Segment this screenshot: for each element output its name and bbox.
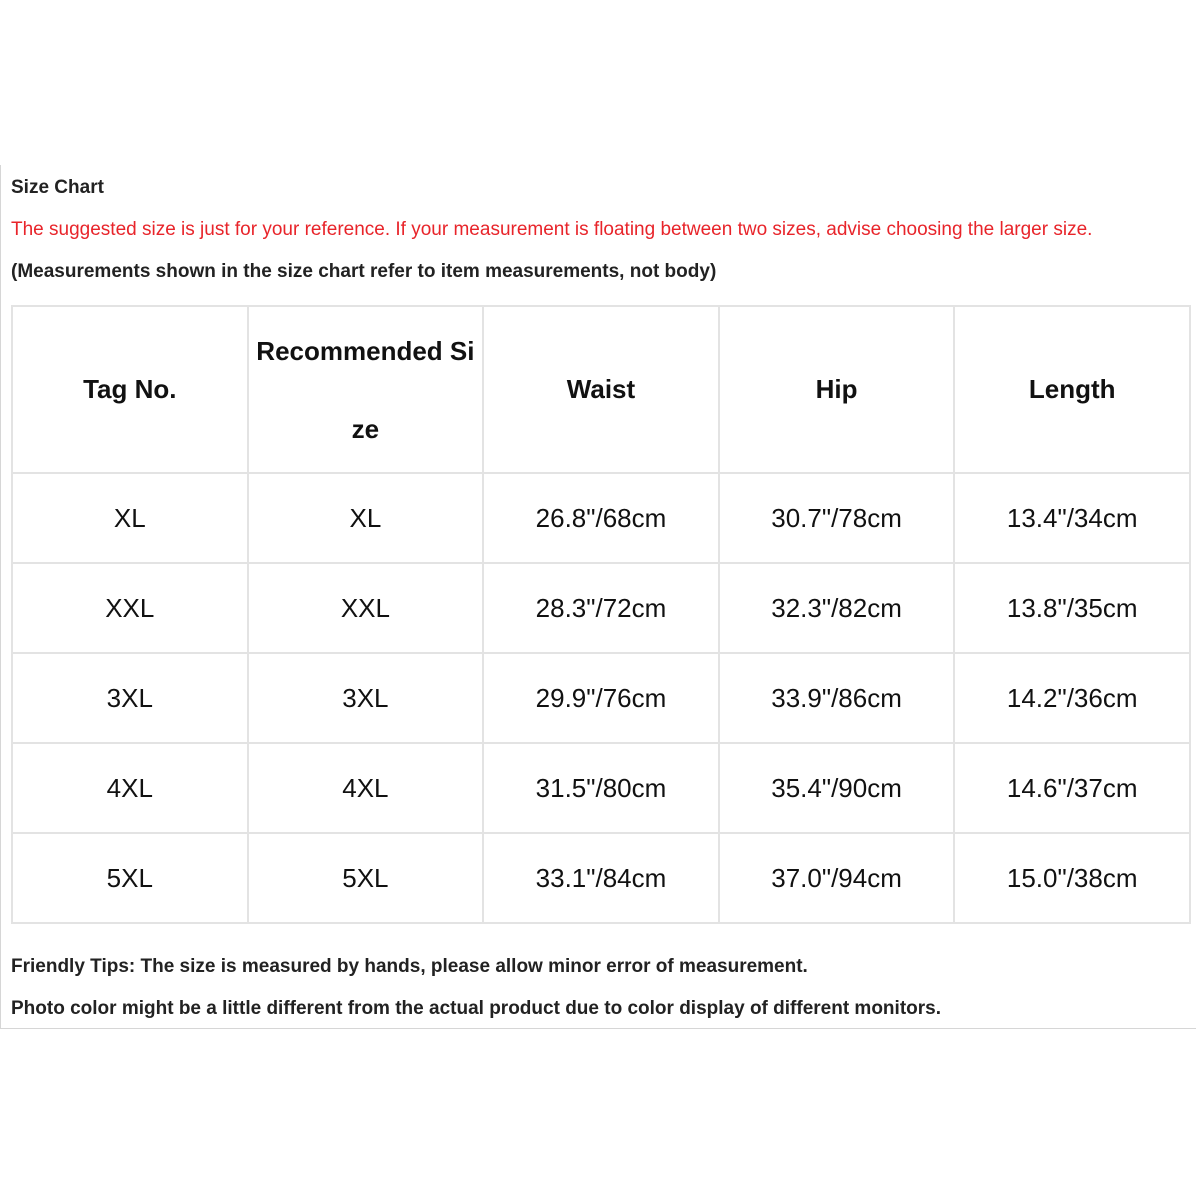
cell-hip: 37.0"/94cm — [719, 833, 955, 923]
measurement-note: (Measurements shown in the size chart refer to item measurements, not body) — [11, 261, 717, 282]
cell-length: 13.4"/34cm — [954, 473, 1190, 563]
cell-length: 14.6"/37cm — [954, 743, 1190, 833]
size-chart-title: Size Chart — [11, 177, 104, 198]
column-header-length: Length — [954, 306, 1190, 473]
cell-length: 14.2"/36cm — [954, 653, 1190, 743]
cell-waist: 29.9"/76cm — [483, 653, 719, 743]
cell-hip: 33.9"/86cm — [719, 653, 955, 743]
cell-hip: 32.3"/82cm — [719, 563, 955, 653]
cell-waist: 33.1"/84cm — [483, 833, 719, 923]
column-header-recommended-size — [248, 306, 484, 473]
cell-recommended-size: 4XL — [248, 743, 484, 833]
table-header-row — [12, 306, 1190, 473]
cell-hip: 30.7"/78cm — [719, 473, 955, 563]
cell-recommended-size: 5XL — [248, 833, 484, 923]
table-row — [12, 653, 1190, 743]
cell-length: 13.8"/35cm — [954, 563, 1190, 653]
size-reference-notice: The suggested size is just for your reference. If your measurement is floating between two sizes, advise choosing the larger size. — [11, 219, 1093, 240]
cell-tag-no: 5XL — [12, 833, 248, 923]
cell-waist: 28.3"/72cm — [483, 563, 719, 653]
column-header-waist: Waist — [483, 306, 719, 473]
recommended-size-label: Recommended Size — [256, 335, 475, 444]
column-header-tag-no: Tag No. — [12, 306, 248, 473]
cell-length: 15.0"/38cm — [954, 833, 1190, 923]
cell-tag-no: XXL — [12, 563, 248, 653]
cell-waist: 26.8"/68cm — [483, 473, 719, 563]
table-row — [12, 833, 1190, 923]
cell-recommended-size: 3XL — [248, 653, 484, 743]
table-row — [12, 743, 1190, 833]
table-row — [12, 473, 1190, 563]
table-row — [12, 563, 1190, 653]
cell-recommended-size: XL — [248, 473, 484, 563]
cell-tag-no: XL — [12, 473, 248, 563]
size-table — [11, 305, 1191, 924]
column-header-hip: Hip — [719, 306, 955, 473]
cell-tag-no: 4XL — [12, 743, 248, 833]
cell-tag-no: 3XL — [12, 653, 248, 743]
size-chart-panel — [0, 165, 1196, 1029]
friendly-tips: Friendly Tips: The size is measured by hands, please allow minor error of measurement. — [11, 956, 808, 977]
cell-hip: 35.4"/90cm — [719, 743, 955, 833]
color-disclaimer: Photo color might be a little different from the actual product due to color display of different monitors. — [11, 998, 941, 1019]
cell-recommended-size: XXL — [248, 563, 484, 653]
cell-waist: 31.5"/80cm — [483, 743, 719, 833]
